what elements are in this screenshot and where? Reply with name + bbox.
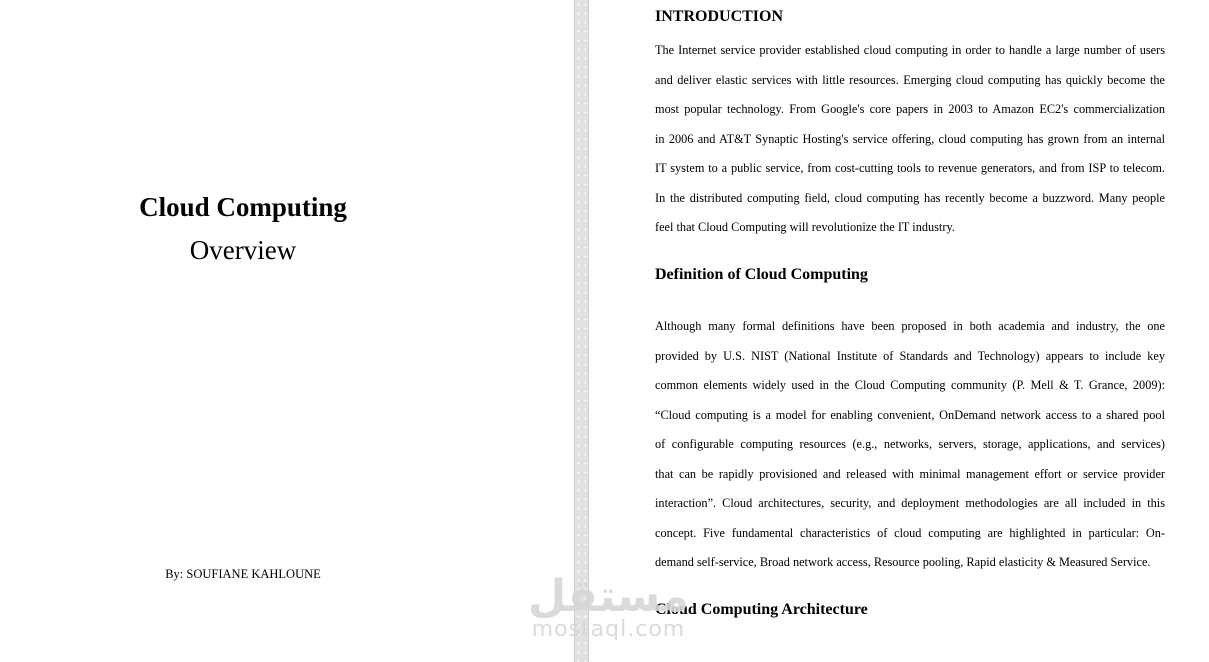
- paragraph-line: IT system to a public service, from cost-cutting tools to revenue generators, and from ISP to telecom.: [655, 161, 1165, 175]
- cover-page: [0, 0, 574, 662]
- paragraph-line: of configurable computing resources (e.g., networks, servers, storage, applications, and services): [655, 437, 1165, 451]
- document-subtitle: Overview: [189, 235, 297, 265]
- page-separator: [574, 0, 589, 662]
- paragraph-line: demand self-service, Broad network access, Resource pooling, Rapid elasticity & Measured Service.: [655, 555, 1151, 569]
- document-title: Cloud Computing: [139, 192, 347, 222]
- definition-heading: Definition of Cloud Computing: [655, 266, 868, 283]
- paragraph-line: concept. Five fundamental characteristics of cloud computing are highlighted in particular: On-: [655, 525, 1165, 540]
- paragraph-line: provided by U.S. NIST (National Institute of Standards and Technology) appears to include key: [655, 348, 1165, 363]
- watermark-arabic: مستقل: [528, 571, 689, 622]
- paragraph-line: in 2006 and AT&T Synaptic Hosting's service offering, cloud computing has grown from an internal: [655, 131, 1165, 146]
- author-line: By: SOUFIANE KAHLOUNE: [165, 567, 321, 581]
- paragraph-line: that can be rapidly provisioned and released with minimal management effort or service provider: [655, 466, 1165, 481]
- architecture-heading: Cloud Computing Architecture: [655, 601, 868, 618]
- paragraph-line: Although many formal definitions have been proposed in both academia and industry, the one: [655, 319, 1165, 333]
- paragraph-line: interaction”. Cloud architectures, security, and deployment methodologies are all included in this: [655, 496, 1165, 510]
- paragraph-line: In the distributed computing field, cloud computing has recently become a buzzword. Many people: [655, 190, 1165, 205]
- paragraph-line: “Cloud computing is a model for enabling convenient, OnDemand network access to a shared pool: [655, 407, 1165, 422]
- paragraph-line: most popular technology. From Google's core papers in 2003 to Amazon EC2's commercialization: [655, 102, 1165, 116]
- content-page: [589, 0, 1209, 662]
- watermark-logo: [528, 571, 689, 642]
- paragraph-line: and deliver elastic services with little resources. Emerging cloud computing has quickly become the: [655, 72, 1165, 87]
- paragraph-line: feel that Cloud Computing will revolutionize the IT industry.: [655, 220, 955, 234]
- watermark-latin: mostaql.com: [531, 617, 686, 642]
- paragraph-line: common elements widely used in the Cloud Computing community (P. Mell & T. Grance, 2009):: [655, 378, 1165, 392]
- paragraph-line: The Internet service provider established cloud computing in order to handle a large number of users: [655, 43, 1165, 57]
- introduction-heading: INTRODUCTION: [655, 8, 784, 25]
